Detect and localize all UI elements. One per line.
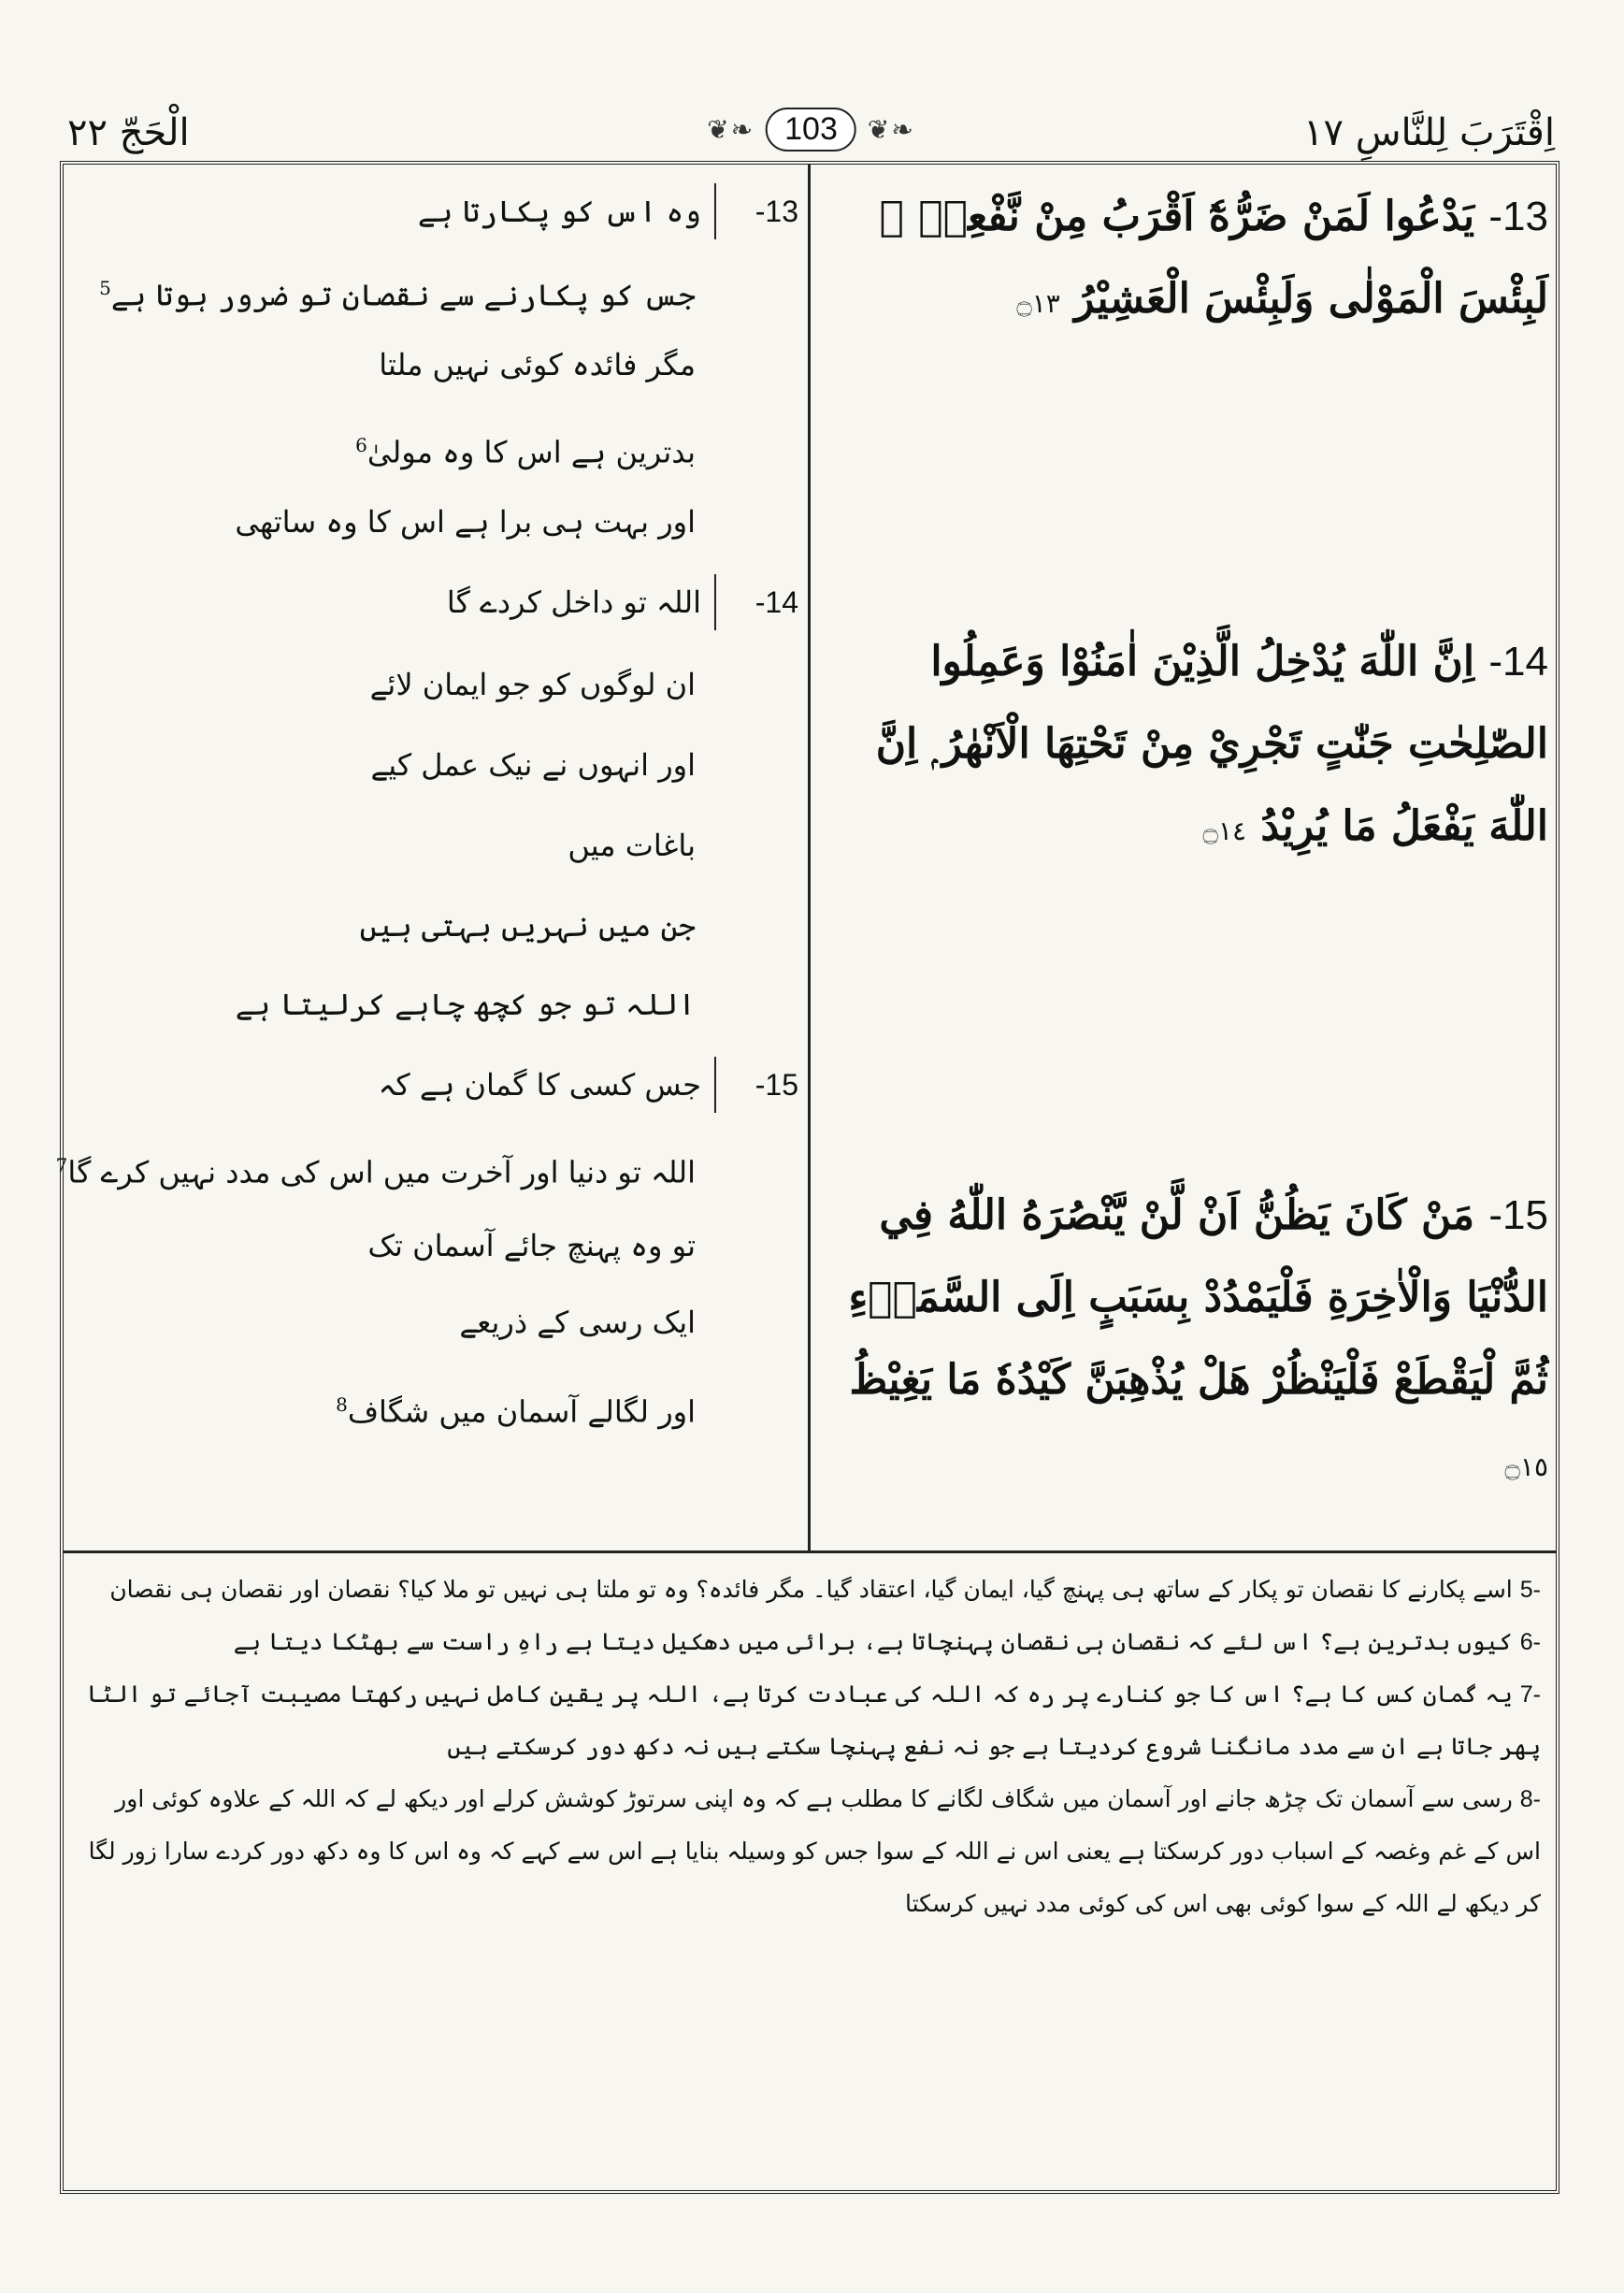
footnote: -8رسی سے آسمان تک چڑھ جانے اور آسمان میں شگاف لگانے کا مطلب ہے کہ وہ اپنی سرتوڑ کوشش کرلے اور دیکھ لے کہ اللہ کے علاوہ کوئی اور اس کے غم وغصہ کے اسباب دور کرسکتا ہے یعنی اس نے اللہ کے سوا جس کو وسیلہ بنایا ہے اس سے کہے کہ وہ اس کا وہ دکھ دور کردے سارا زور لگا کر دیکھ لے اللہ کے سوا کوئی بھی اس کی کوئی مدد نہیں کرسکتا — [88, 1785, 1541, 1917]
verse-end-marker: ۝١٥ — [1504, 1451, 1548, 1482]
verse-15 — [828, 1175, 1548, 1508]
ornament-left-icon: ❦❧ — [707, 114, 755, 145]
ornament-right-icon: ❦❧ — [867, 114, 915, 145]
main-area — [55, 165, 1556, 1553]
page-frame — [55, 161, 1559, 2194]
translation-line: تو وہ پہنچ جائے آسمان تک — [367, 1228, 696, 1263]
footnote-ref: 5 — [99, 277, 111, 299]
verse-text: اِنَّ اللّٰهَ يُدْخِلُ الَّذِيْنَ اٰمَنُوْا وَعَمِلُوا الصّٰلِحٰتِ جَنّٰتٍ تَجْرِيْ مِنْ تَحْتِهَا الْاَنْهٰرُ ۭ اِنَّ اللّٰهَ يَفْعَلُ مَا يُرِيْدُ — [875, 638, 1548, 850]
translation-line: اور انہوں نے نیک عمل کیے — [370, 747, 696, 783]
page-number-badge — [707, 108, 915, 151]
translation-column — [55, 165, 808, 1550]
translation-number: 14- — [714, 574, 798, 630]
footnote: -7یہ گمان کس کا ہے؟ اس کا جو کنارے پر رہ کہ اللہ کی عبادت کرتا ہے، اللہ پر یقین کامل نہیں رکھتا مصیبت آجائے تو الٹا پھر جاتا ہے ان سے مدد مانگنا شروع کردیتا ہے جو نہ نفع پہنچا سکتے ہیں نہ دکھ دور کرسکتے ہیں — [86, 1680, 1541, 1760]
verse-number: 15- — [1488, 1192, 1548, 1238]
translation-line: 13-وہ اس کو پکارتا ہے — [73, 183, 798, 239]
page-number: 103 — [766, 108, 856, 151]
verse-end-marker: ۝١٤ — [1202, 815, 1247, 846]
translation-line: اور بہت ہی برا ہے اس کا وہ ساتھی — [235, 504, 696, 540]
translation-line: 14-اللہ تو داخل کردے گا — [73, 574, 798, 630]
footnote: -6کیوں بدترین ہے؟ اس لئے کہ نقصان ہی نقصان پہنچاتا ہے، برائی میں دھکیل دیتا ہے راہِ راست سے بھٹکا دیتا ہے — [233, 1628, 1541, 1655]
juz-title: اِقْتَرَبَ لِلنَّاسِ ١٧ — [1303, 111, 1555, 154]
translation-line: اللہ تو دنیا اور آخرت میں اس کی مدد نہیں کرے گا$^7$ — [55, 1154, 696, 1190]
arabic-column — [817, 165, 1556, 1550]
translation-line: باغات میں — [568, 828, 696, 863]
footnote-ref: 7 — [55, 1154, 68, 1176]
footnote-ref: 6 — [355, 434, 367, 456]
surah-title: الْحَجّ ٢٢ — [67, 111, 190, 154]
footnote: -5اسے پکارنے کا نقصان تو پکار کے ساتھ ہی پہنچ گیا، ایمان گیا، اعتقاد گیا۔ مگر فائدہ؟ وہ تو ملتا ہی نہیں تو ملا کیا؟ نقصان اور نقصان ہی نقصان — [109, 1576, 1541, 1603]
translation-number: 13- — [714, 183, 798, 239]
translation-line: جن میں نہریں بہتی ہیں — [359, 908, 696, 944]
translation-line: بدترین ہے اس کا وہ مولیٰ$^6$ — [355, 434, 696, 470]
verse-13 — [828, 176, 1548, 345]
page-header — [56, 108, 1566, 164]
verse-14 — [828, 621, 1548, 872]
translation-line: ایک رسی کے ذریعے — [459, 1305, 696, 1340]
translation-line: اللہ تو جو کچھ چاہے کرلیتا ہے — [235, 987, 696, 1022]
verse-text: يَدْعُوا لَمَنْ ضَرُّهٗٓ اَقْرَبُ مِنْ نَّفْعِهٖ ۭ لَبِئْسَ الْمَوْلٰى وَلَبِئْسَ الْعَشِيْرُ — [879, 193, 1548, 323]
translation-line: اور لگالے آسمان میں شگاف$^8$ — [336, 1393, 696, 1430]
verse-number: 13- — [1488, 194, 1548, 239]
verse-number: 14- — [1488, 639, 1548, 685]
translation-line: جس کو پکارنے سے نقصان تو ضرور ہوتا ہے$^5$ — [99, 277, 696, 313]
verse-text: مَنْ كَانَ يَظُنُّ اَنْ لَّنْ يَّنْصُرَهُ اللّٰهُ فِي الدُّنْيَا وَالْاٰخِرَةِ فَلْيَمْدُدْ بِسَبَبٍ اِلَى السَّمَاۗءِ ثُمَّ لْيَقْطَعْ فَلْيَنْظُرْ هَلْ يُذْهِبَنَّ كَيْدُهٗ مَا يَغِيْظُ — [848, 1191, 1548, 1404]
translation-line: مگر فائدہ کوئی نہیں ملتا — [379, 347, 696, 382]
translation-number: 15- — [714, 1057, 798, 1113]
footnote-ref: 8 — [336, 1393, 348, 1416]
translation-line: ان لوگوں کو جو ایمان لائے — [369, 667, 696, 702]
footnotes — [64, 1550, 1556, 2190]
verse-end-marker: ۝١٣ — [1016, 288, 1060, 319]
column-divider — [808, 165, 811, 1550]
translation-line: 15-جس کسی کا گمان ہے کہ — [73, 1057, 798, 1113]
